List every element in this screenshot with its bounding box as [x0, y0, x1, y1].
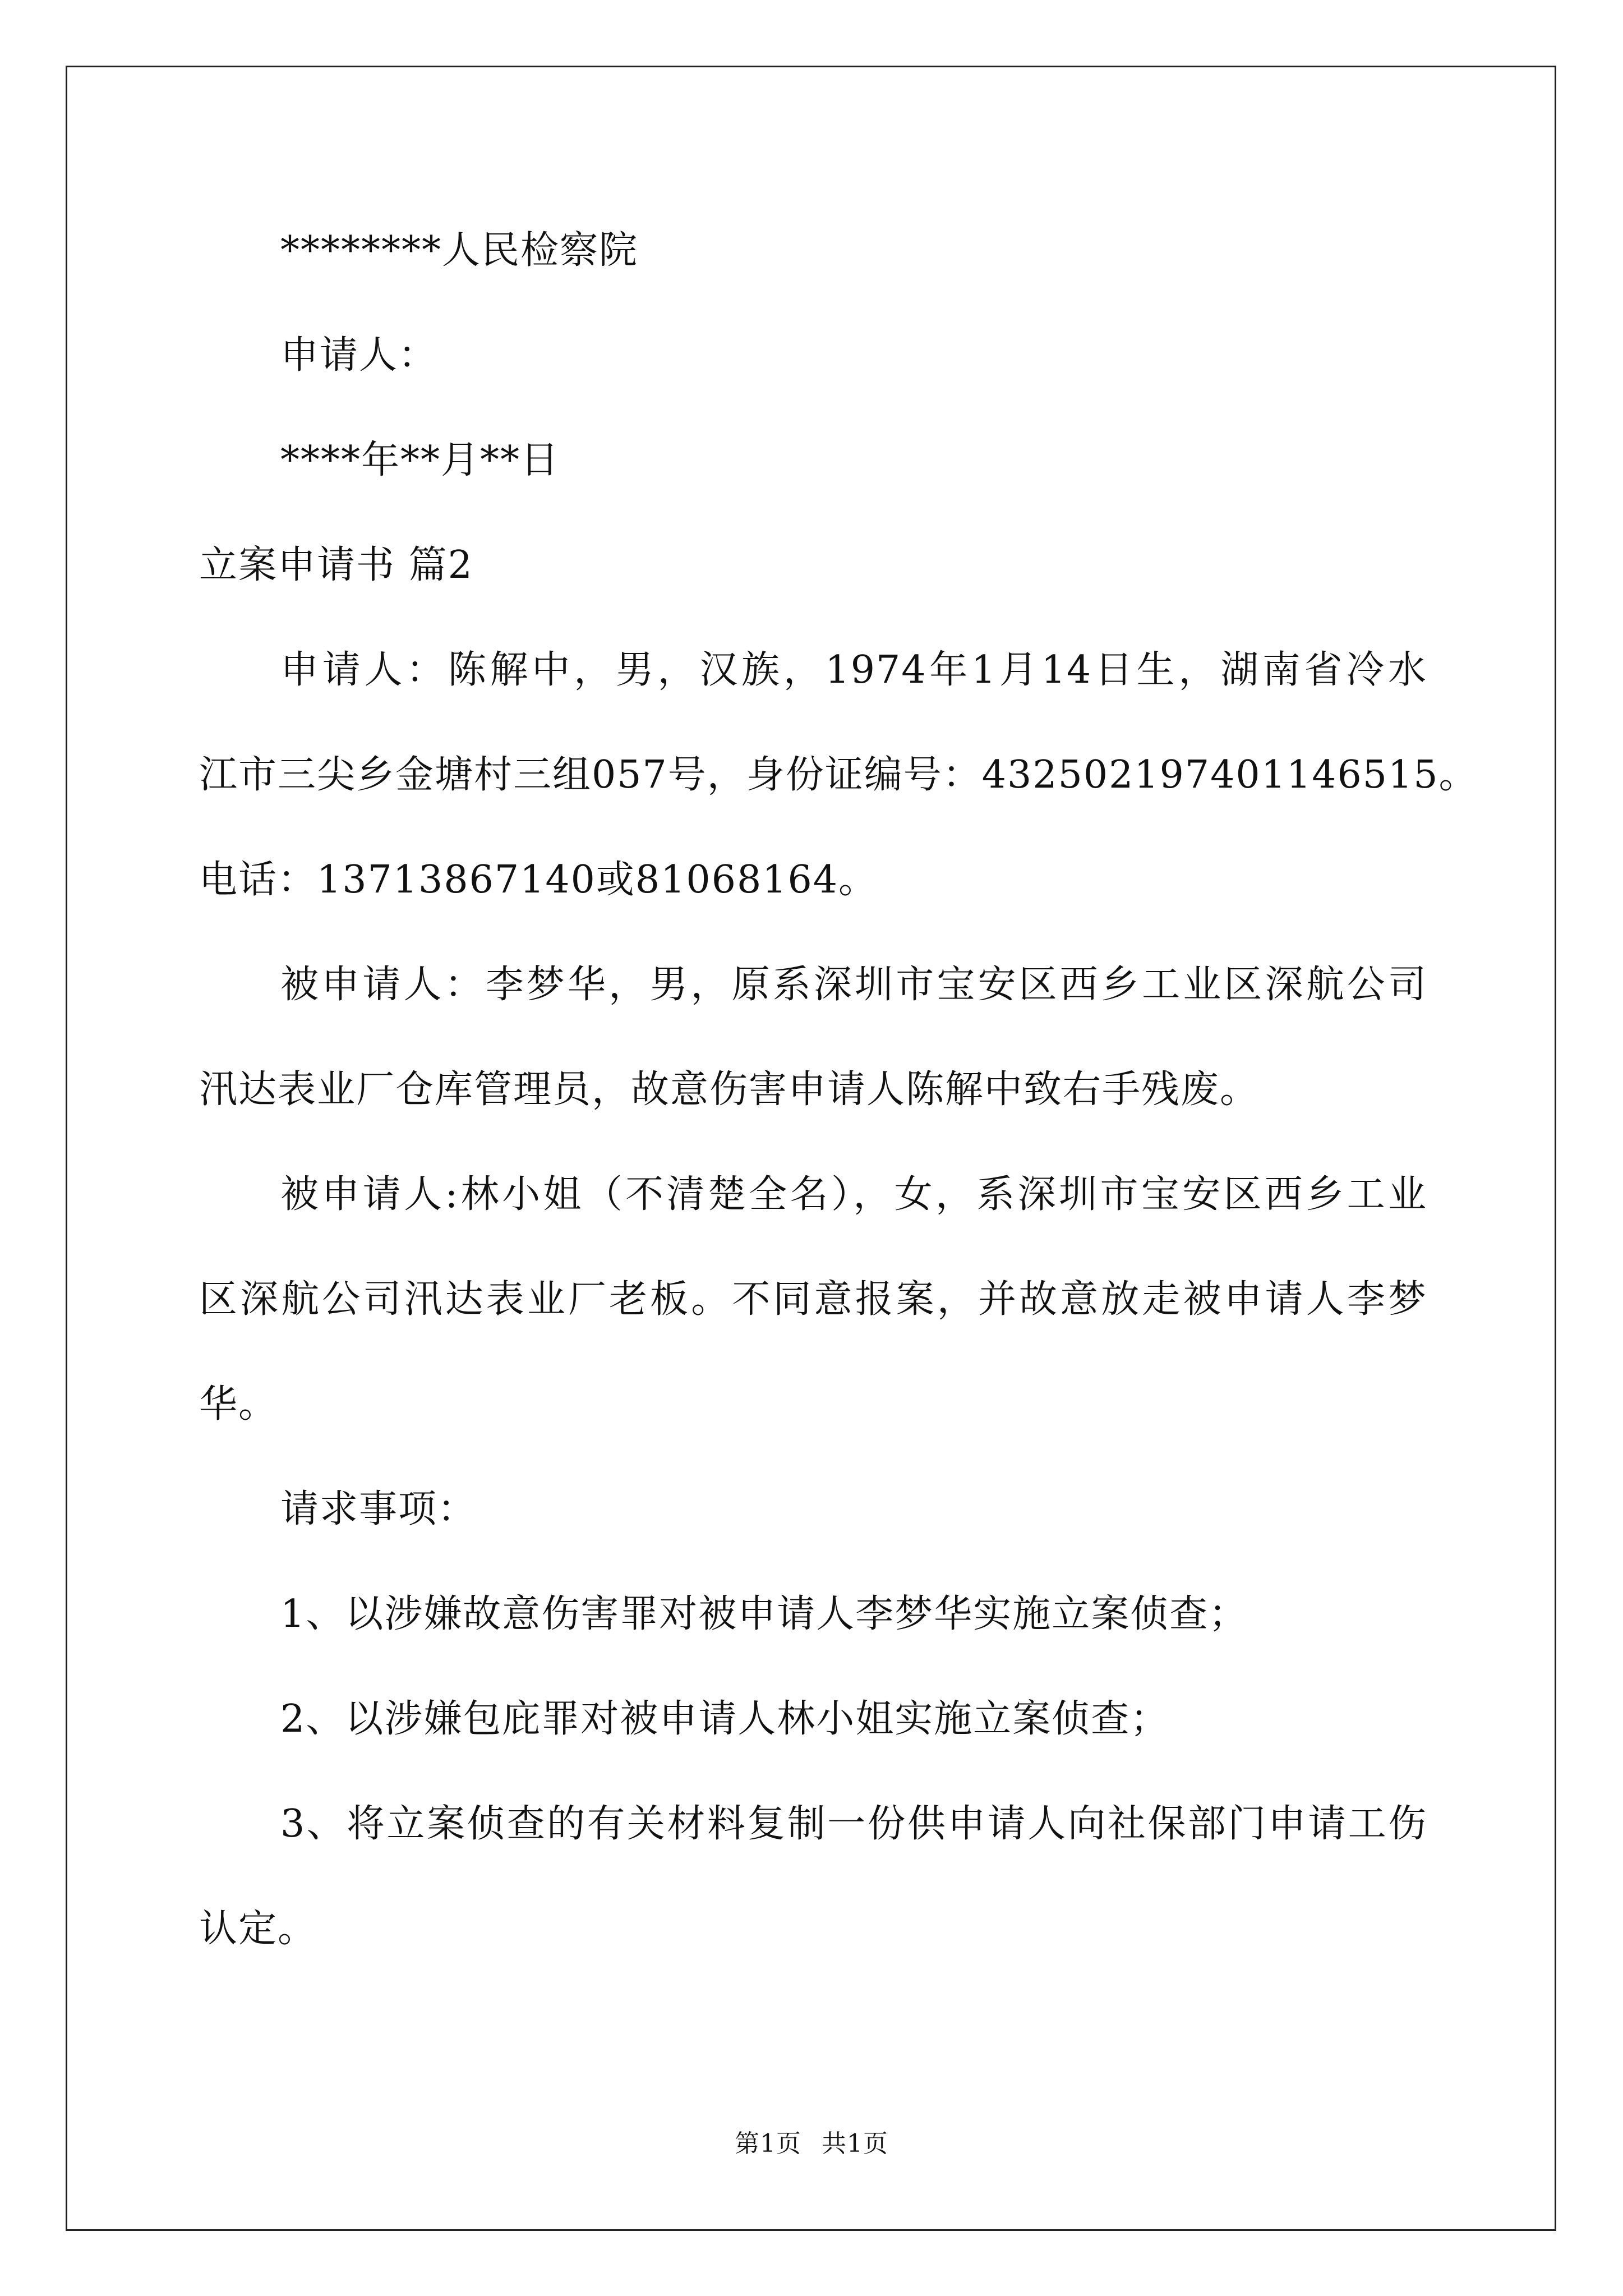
applicant-signature-line: 申请人：	[280, 333, 438, 378]
request-item: 2、以涉嫌包庇罪对被申请人林小姐实施立案侦查；	[280, 1697, 1170, 1741]
page-number: 第1页	[735, 2129, 801, 2158]
request-item: 1、以涉嫌故意伤害罪对被申请人李梦华实施立案侦查；	[280, 1592, 1248, 1636]
paragraph-line: 申请人：陈解中，男，汉族，1974年1月14日生，湖南省冷水	[280, 648, 1427, 692]
paragraph-line: 华。	[199, 1382, 278, 1427]
paragraph-line: 汛达表业厂仓库管理员，故意伤害申请人陈解中致右手残废。	[199, 1068, 1260, 1112]
paragraph-line: 区深航公司汛达表业厂老板。不同意报案，并故意放走被申请人李梦	[199, 1277, 1427, 1322]
request-item: 3、将立案侦查的有关材料复制一份供申请人向社保部门申请工伤	[280, 1802, 1427, 1846]
paragraph-line: 江市三尖乡金塘村三组057号，身份证编号：432502197401146515。	[199, 753, 1478, 797]
request-item: 认定。	[199, 1907, 317, 1951]
paragraph-line: 被申请人：李梦华，男，原系深圳市宝安区西乡工业区深航公司	[280, 963, 1427, 1007]
date-line: ****年**月**日	[280, 438, 560, 482]
procuratorate-line: ********人民检察院	[280, 228, 639, 273]
paragraph-line: 被申请人:林小姐（不清楚全名），女，系深圳市宝安区西乡工业	[280, 1172, 1427, 1217]
page-total: 共1页	[822, 2129, 888, 2158]
page-border	[66, 66, 1556, 2231]
page-footer	[0, 2129, 1623, 2158]
section-heading: 立案申请书 篇2	[199, 543, 473, 587]
paragraph-line: 电话：13713867140或81068164。	[199, 858, 878, 902]
requests-heading: 请求事项：	[280, 1487, 477, 1531]
